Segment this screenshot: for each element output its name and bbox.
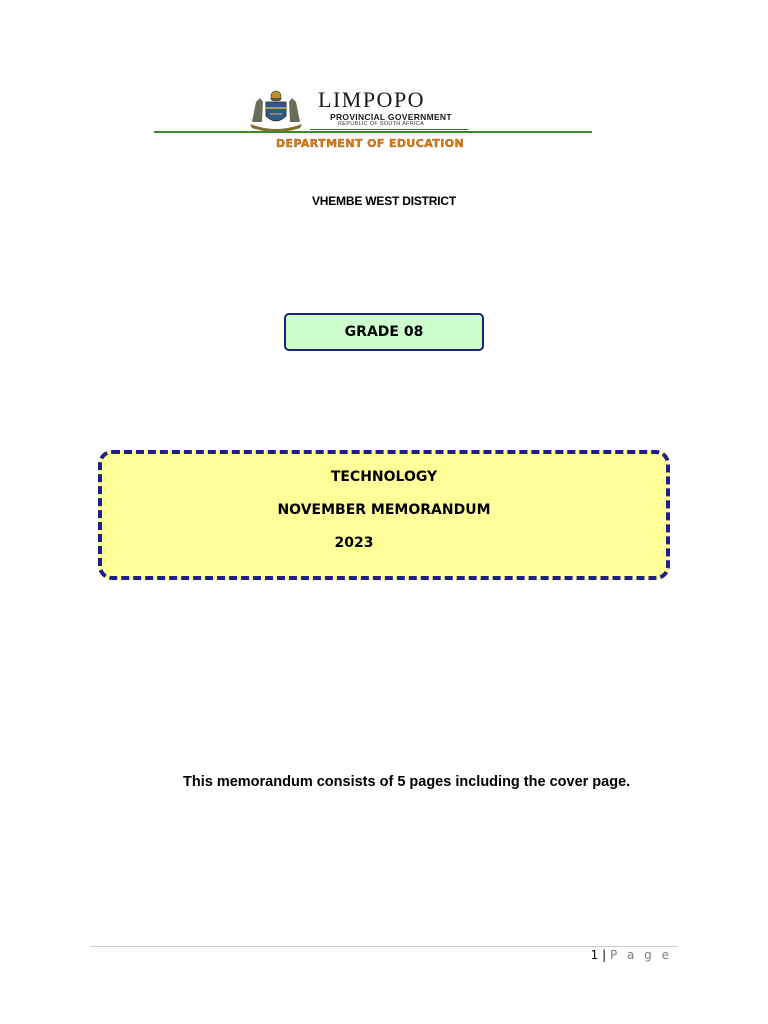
page-count-note: This memorandum consists of 5 pages including the cover page.	[183, 774, 631, 790]
subject-box	[98, 450, 670, 580]
header-rule	[154, 131, 592, 133]
footer-rule	[90, 946, 678, 947]
logo-title: LIMPOPO	[318, 87, 426, 112]
logo-subtitle: PROVINCIAL GOVERNMENT	[330, 112, 452, 122]
grade-box	[284, 313, 484, 351]
page-footer	[591, 948, 672, 962]
document-type: NOVEMBER MEMORANDUM	[277, 502, 491, 518]
grade-label: GRADE 08	[344, 324, 424, 340]
coat-of-arms-icon	[244, 88, 308, 132]
footer-separator: |	[602, 948, 607, 962]
page-number: 1	[590, 948, 599, 962]
department-name: DEPARTMENT OF EDUCATION	[276, 137, 465, 150]
district-name: VHEMBE WEST DISTRICT	[311, 194, 456, 208]
logo-rule	[310, 129, 468, 130]
letterhead	[150, 85, 595, 155]
page-label: P a g e	[609, 948, 672, 962]
document-year: 2023	[334, 535, 374, 551]
subject-title: TECHNOLOGY	[330, 469, 438, 485]
logo-subtitle-country: REPUBLIC OF SOUTH AFRICA	[338, 121, 425, 127]
